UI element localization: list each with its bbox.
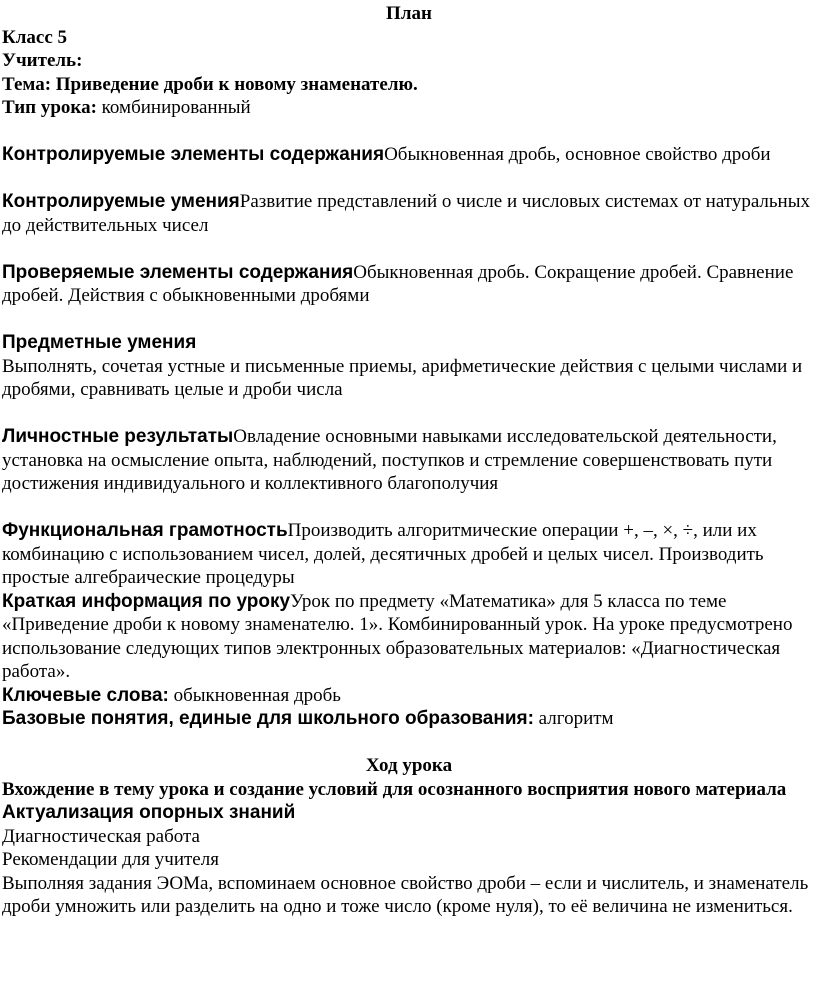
brief-info-value: Урок по предмету «Математика» для 5 класса по теме «Приведение дроби к новому знаменателю. 1». Комбинированный урок. На уроке предусмотрено использование следующих типов электронных образовательных материалов: «Диагностическая работа». xyxy=(2,590,793,682)
base-concepts-line xyxy=(2,707,816,731)
subject-skills-value: Выполнять, сочетая устные и письменные приемы, арифметические действия с целыми числами и дробями, сравнивать целые и дроби числа xyxy=(2,355,803,400)
controlled-elements-label: Контролируемые элементы содержания xyxy=(2,144,385,165)
personal-results-paragraph xyxy=(2,425,816,496)
functional-literacy-paragraph xyxy=(2,519,816,590)
controlled-elements-paragraph xyxy=(2,143,816,167)
personal-results-value: Овладение основными навыками исследовательской деятельности, установка на осмысление опыта, наблюдений, поступков и стремление совершенствовать пути достижения индивидуального и коллективного благополучия xyxy=(2,426,777,494)
diag-work-line: Диагностическая работа xyxy=(2,825,200,847)
lesson-type-value: комбинированный xyxy=(96,97,251,118)
controlled-skills-value: Развитие представлений о числе и числовых системах от натуральных до действительных чисел xyxy=(2,191,810,236)
keywords-line xyxy=(2,684,816,708)
document-title: План xyxy=(386,3,432,24)
checked-elements-value: Обыкновенная дробь. Сокращение дробей. Сравнение дробей. Действия с обыкновенными дробями xyxy=(2,261,794,306)
teacher-line: Учитель: xyxy=(2,50,83,71)
actualization-heading: Актуализация опорных знаний xyxy=(2,802,296,823)
intro-heading: Вхождение в тему урока и создание условий для осознанного восприятия нового материала xyxy=(2,778,787,800)
controlled-skills-paragraph xyxy=(2,190,816,237)
course-title: Ход урока xyxy=(365,755,453,776)
subject-skills-label: Предметные умения xyxy=(2,332,197,353)
teacher-recs-line: Рекомендации для учителя xyxy=(2,849,219,870)
lesson-type-label: Тип урока: xyxy=(2,97,97,118)
controlled-elements-value: Обыкновенная дробь, основное свойство дроби xyxy=(384,144,771,165)
topic-line: Тема: Приведение дроби к новому знаменателю. xyxy=(2,73,418,95)
base-concepts-label: Базовые понятия, единые для школьного образования: xyxy=(2,708,534,729)
checked-elements-paragraph xyxy=(2,261,816,308)
checked-elements-label: Проверяемые элементы содержания xyxy=(2,261,354,283)
class-line: Класс 5 xyxy=(2,26,68,48)
keywords-value: обыкновенная дробь xyxy=(168,684,341,706)
controlled-skills-label: Контролируемые умения xyxy=(2,191,240,212)
personal-results-label: Личностные результаты xyxy=(2,426,234,447)
base-concepts-value: алгоритм xyxy=(533,708,614,729)
functional-literacy-value: Производить алгоритмические операции +, –, ×, ÷, или их комбинацию с использованием чисел, долей, десятичных дробей и целых чисел. Производить простые алгебраические процедуры xyxy=(2,520,764,588)
lesson-type-line xyxy=(2,96,816,120)
final-paragraph: Выполняя задания ЭОМа, вспоминаем основное свойство дроби – если и числитель, и знаменатель дроби умножить или разделить на одно и тоже число (кроме нуля), то её величина не измениться. xyxy=(2,872,809,917)
functional-literacy-label: Функциональная грамотность xyxy=(2,520,288,541)
brief-info-label: Краткая информация по уроку xyxy=(2,590,291,612)
brief-info-paragraph xyxy=(2,590,816,684)
keywords-label: Ключевые слова: xyxy=(2,684,169,706)
